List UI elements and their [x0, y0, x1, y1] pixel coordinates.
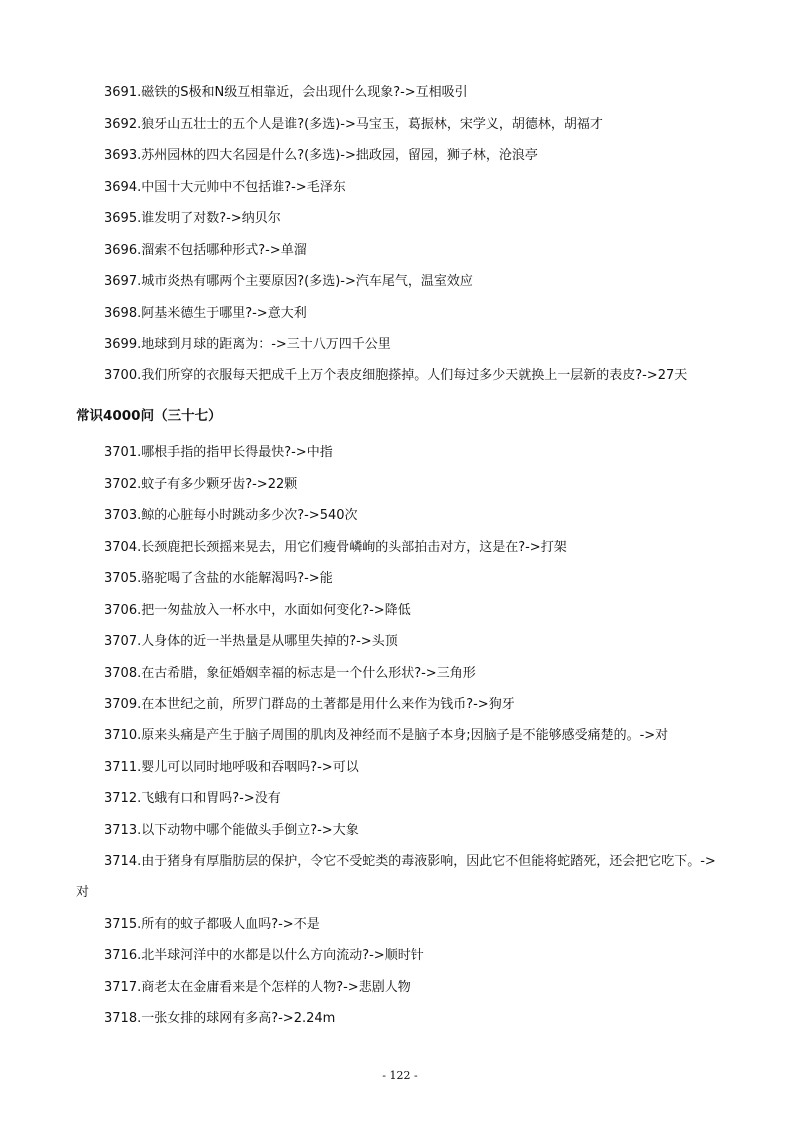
list-item: 3704.长颈鹿把长颈摇来晃去，用它们瘦骨嶙峋的头部拍击对方，这是在?->打架: [104, 540, 567, 555]
list-item: 3708.在古希腊，象征婚姻幸福的标志是一个什么形状?->三角形: [104, 666, 476, 681]
section-heading: 常识4000问（三十七）: [76, 408, 222, 424]
page-number: - 122 -: [382, 1069, 418, 1082]
list-item-continuation: 对: [76, 885, 90, 900]
list-item: 3717.商老太在金庸看来是个怎样的人物?->悲剧人物: [104, 980, 411, 995]
list-item: 3714.由于猪身有厚脂肪层的保护，令它不受蛇类的毒液影响，因此它不但能将蛇踏死，还会把它吃下。->: [104, 854, 716, 869]
list-item: 3701.哪根手指的指甲长得最快?->中指: [104, 445, 333, 460]
list-item: 3707.人身体的近一半热量是从哪里失掉的?->头顶: [104, 634, 398, 649]
list-item: 3692.狼牙山五壮士的五个人是谁?(多选)->马宝玉，葛振林，宋学义，胡德林，胡福才: [104, 117, 603, 132]
list-item: 3697.城市炎热有哪两个主要原因?(多选)->汽车尾气，温室效应: [104, 274, 473, 289]
list-item: 3715.所有的蚊子都吸人血吗?->不是: [104, 917, 320, 932]
list-item: 3699.地球到月球的距离为：->三十八万四千公里: [104, 337, 391, 352]
list-item: 3695.谁发明了对数?->纳贝尔: [104, 211, 281, 226]
list-item: 3711.婴儿可以同时地呼吸和吞咽吗?->可以: [104, 760, 359, 775]
list-item: 3705.骆驼喝了含盐的水能解渴吗?->能: [104, 571, 333, 586]
list-item: 3716.北半球河洋中的水都是以什么方向流动?->顺时针: [104, 948, 424, 963]
list-item: 3703.鲸的心脏每小时跳动多少次?->540次: [104, 508, 358, 523]
list-item: 3718.一张女排的球网有多高?->2.24m: [104, 1011, 336, 1026]
list-item: 3709.在本世纪之前，所罗门群岛的土著都是用什么来作为钱币?->狗牙: [104, 697, 515, 712]
list-item: 3702.蚊子有多少颗牙齿?->22颗: [104, 477, 298, 492]
list-item: 3712.飞蛾有口和胃吗?->没有: [104, 791, 281, 806]
list-item: 3693.苏州园林的四大名园是什么?(多选)->拙政园，留园，狮子林，沧浪亭: [104, 148, 538, 163]
list-item: 3706.把一匆盐放入一杯水中，水面如何变化?->降低: [104, 603, 411, 618]
list-item: 3710.原来头痛是产生于脑子周围的肌肉及神经而不是脑子本身;因脑子是不能够感受痛楚的。->对: [104, 728, 669, 743]
list-item: 3713.以下动物中哪个能做头手倒立?->大象: [104, 823, 359, 838]
list-item: 3694.中国十大元帅中不包括谁?->毛泽东: [104, 180, 346, 195]
list-item: 3698.阿基米德生于哪里?->意大利: [104, 306, 307, 321]
list-item: 3696.溜索不包括哪种形式?->单溜: [104, 243, 307, 258]
list-item: 3691.磁铁的S极和N级互相靠近，会出现什么现象?->互相吸引: [104, 85, 468, 100]
list-item: 3700.我们所穿的衣服每天把成千上万个表皮细胞搽掉。人们每过多少天就换上一层新的表皮?->27天: [104, 368, 688, 383]
